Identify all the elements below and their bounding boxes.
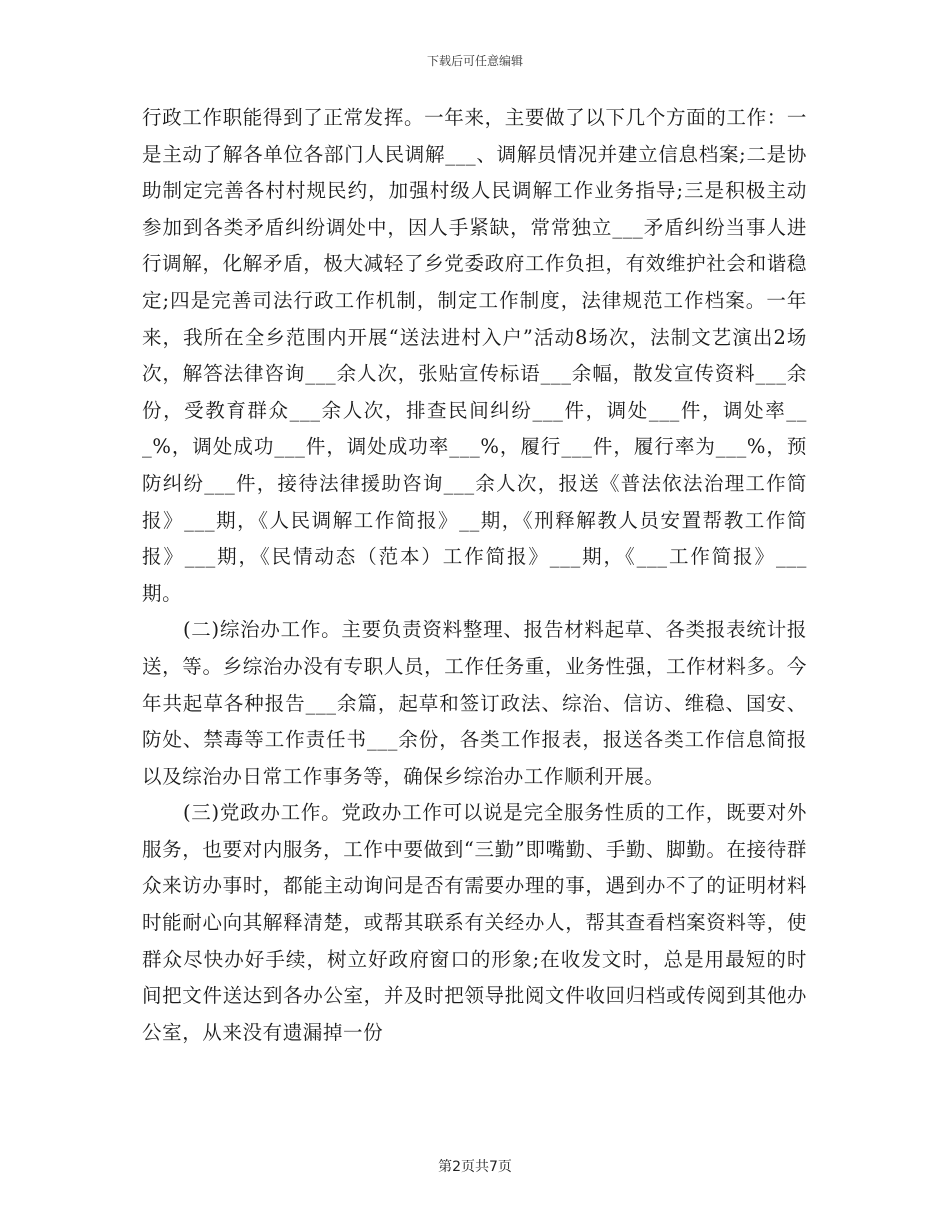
paragraph-party-government-office: (三)党政办工作。党政办工作可以说是完全服务性质的工作，既要对外服务，也要对内服务，工作中要做到“三勤”即嘴勤、手勤、脚勤。在接待群众来访办事时，都能主动询问是否有需要办理的事，遇到办不了的证明材料时能耐心向其解释清楚，或帮其联系有关经办人，帮其查看档案资料等，使群众尽快办好手续，树立好政府窗口的形象;在收发文时，总是用最短的时间把文件送达到各办公室，并及时把领导批阅文件收回归档或传阅到其他办公室，从来没有遗漏掉一份 xyxy=(142,801,807,1044)
paragraph-judicial-work: 行政工作职能得到了正常发挥。一年来，主要做了以下几个方面的工作：一是主动了解各单位各部门人民调解___、调解员情况并建立信息档案;二是协助制定完善各村村规民约，加强村级人民调解工作业务指导;三是积极主动参加到各类矛盾纠纷调处中，因人手紧缺，常常独立___矛盾纠纷当事人进行调解，化解矛盾，极大减轻了乡党委政府工作负担，有效维护社会和谐稳定;四是完善司法行政工作机制，制定工作制度，法律规范工作档案。一年来，我所在全乡范围内开展“送法进村入户”活动8场次，法制文艺演出2场次，解答法律咨询___余人次，张贴宣传标语___余幅，散发宣传资料___余份，受教育群众___余人次，排查民间纠纷___件，调处___件，调处率___%，调处成功___件，调处成功率___%，履行___件，履行率为___%，预防纠纷___件，接待法律援助咨询___余人次，报送《普法依法治理工作简报》___期，《人民调解工作简报》__期，《刑释解教人员安置帮教工作简报》___期，《民情动态（范本）工作简报》___期，《___工作简报》___期。 xyxy=(142,106,807,605)
paragraph-comprehensive-office: (二)综治办工作。主要负责资料整理、报告材料起草、各类报表统计报送，等。乡综治办没有专职人员，工作任务重，业务性强，工作材料多。今年共起草各种报告___余篇，起草和签订政法、综治、信访、维稳、国安、防处、禁毒等工作责任书___余份，各类工作报表，报送各类工作信息简报以及综治办日常工作事务等，确保乡综治办工作顺利开展。 xyxy=(142,618,807,788)
page-header: 下载后可任意编辑 xyxy=(426,54,523,68)
page-number: 第2页共7页 xyxy=(438,1159,512,1175)
document-body xyxy=(142,100,807,1051)
